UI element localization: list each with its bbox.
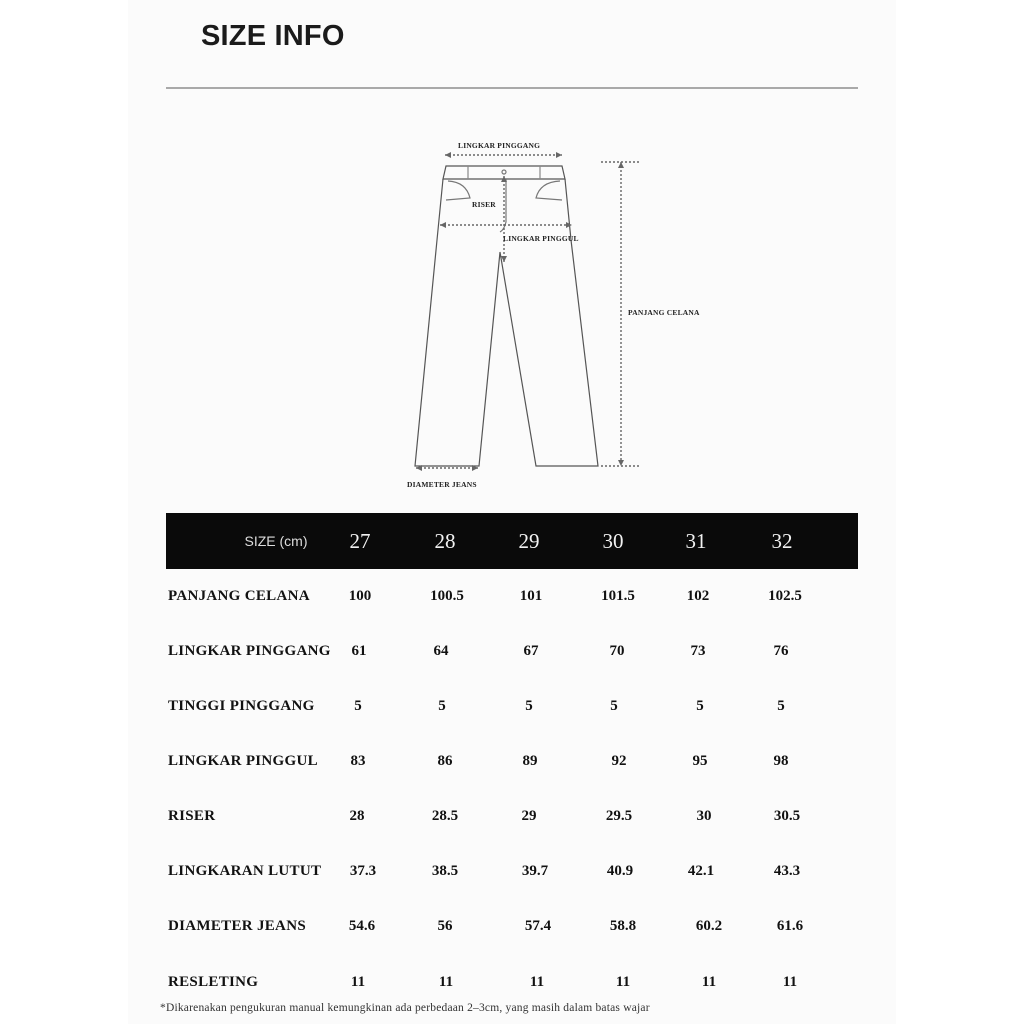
hem-label: DIAMETER JEANS: [407, 480, 477, 489]
cell-value: 102: [686, 588, 710, 604]
size-header-label: SIZE (cm): [244, 533, 308, 549]
row-label: RESLETING: [168, 974, 259, 990]
cell-value: 100.5: [430, 588, 464, 604]
cell-value: 61.6: [776, 918, 804, 934]
cell-value: 28.5: [431, 808, 459, 824]
row-label: DIAMETER JEANS: [168, 918, 306, 934]
cell-value: 70: [609, 643, 625, 659]
cell-value: 42.1: [687, 863, 715, 879]
size-column-30: 30: [602, 529, 624, 553]
riser-label: RISER: [472, 200, 496, 209]
page-title: SIZE INFO: [201, 20, 345, 52]
cell-value: 101: [519, 588, 543, 604]
cell-value: 56: [437, 918, 453, 934]
cell-value: 102.5: [768, 588, 802, 604]
cell-value: 30.5: [773, 808, 801, 824]
size-column-32: 32: [771, 529, 793, 553]
cell-value: 11: [701, 974, 717, 990]
cell-value: 54.6: [348, 918, 376, 934]
table-row: [166, 588, 858, 612]
cell-value: 76: [773, 643, 789, 659]
size-table-header: [166, 513, 858, 569]
cell-value: 61: [351, 643, 367, 659]
row-label: LINGKARAN LUTUT: [168, 863, 322, 879]
cell-value: 92: [611, 753, 627, 769]
cell-value: 5: [696, 698, 704, 714]
row-label: PANJANG CELANA: [168, 588, 310, 604]
cell-value: 38.5: [431, 863, 459, 879]
measurement-footnote: *Dikarenakan pengukuran manual kemungkinan ada perbedaan 2–3cm, yang masih dalam batas wajar: [160, 1002, 650, 1014]
cell-value: 28: [349, 808, 365, 824]
cell-value: 100: [348, 588, 372, 604]
row-label: LINGKAR PINGGANG: [168, 643, 331, 659]
cell-value: 5: [354, 698, 362, 714]
table-row: [166, 753, 858, 777]
cell-value: 11: [529, 974, 545, 990]
table-row: [166, 974, 858, 998]
size-column-29: 29: [518, 529, 540, 553]
cell-value: 89: [522, 753, 538, 769]
cell-value: 5: [777, 698, 785, 714]
cell-value: 73: [690, 643, 706, 659]
cell-value: 95: [692, 753, 708, 769]
cell-value: 58.8: [609, 918, 637, 934]
size-column-27: 27: [349, 529, 371, 553]
table-row: [166, 698, 858, 722]
row-label: LINGKAR PINGGUL: [168, 753, 318, 769]
length-label: PANJANG CELANA: [628, 308, 700, 317]
table-row: [166, 643, 858, 667]
cell-value: 43.3: [773, 863, 801, 879]
cell-value: 11: [438, 974, 454, 990]
cell-value: 37.3: [349, 863, 377, 879]
cell-value: 39.7: [521, 863, 549, 879]
cell-value: 60.2: [695, 918, 723, 934]
hip-label: LINGKAR PINGGUL: [503, 234, 579, 243]
cell-value: 11: [615, 974, 631, 990]
cell-value: 64: [433, 643, 449, 659]
size-column-31: 31: [685, 529, 707, 553]
cell-value: 67: [523, 643, 539, 659]
cell-value: 30: [696, 808, 712, 824]
row-label: RISER: [168, 808, 216, 824]
cell-value: 57.4: [524, 918, 552, 934]
cell-value: 5: [438, 698, 446, 714]
cell-value: 101.5: [601, 588, 635, 604]
cell-value: 98: [773, 753, 789, 769]
cell-value: 29.5: [605, 808, 633, 824]
cell-value: 83: [350, 753, 366, 769]
table-row: [166, 918, 858, 942]
table-row: [166, 863, 858, 887]
cell-value: 29: [521, 808, 537, 824]
cell-value: 5: [610, 698, 618, 714]
waist-label: LINGKAR PINGGANG: [458, 141, 541, 150]
cell-value: 86: [437, 753, 453, 769]
cell-value: 11: [782, 974, 798, 990]
size-column-28: 28: [434, 529, 456, 553]
table-row: [166, 808, 858, 832]
cell-value: 5: [525, 698, 533, 714]
row-label: TINGGI PINGGANG: [168, 698, 315, 714]
cell-value: 11: [350, 974, 366, 990]
cell-value: 40.9: [606, 863, 634, 879]
title-divider: [166, 87, 858, 89]
